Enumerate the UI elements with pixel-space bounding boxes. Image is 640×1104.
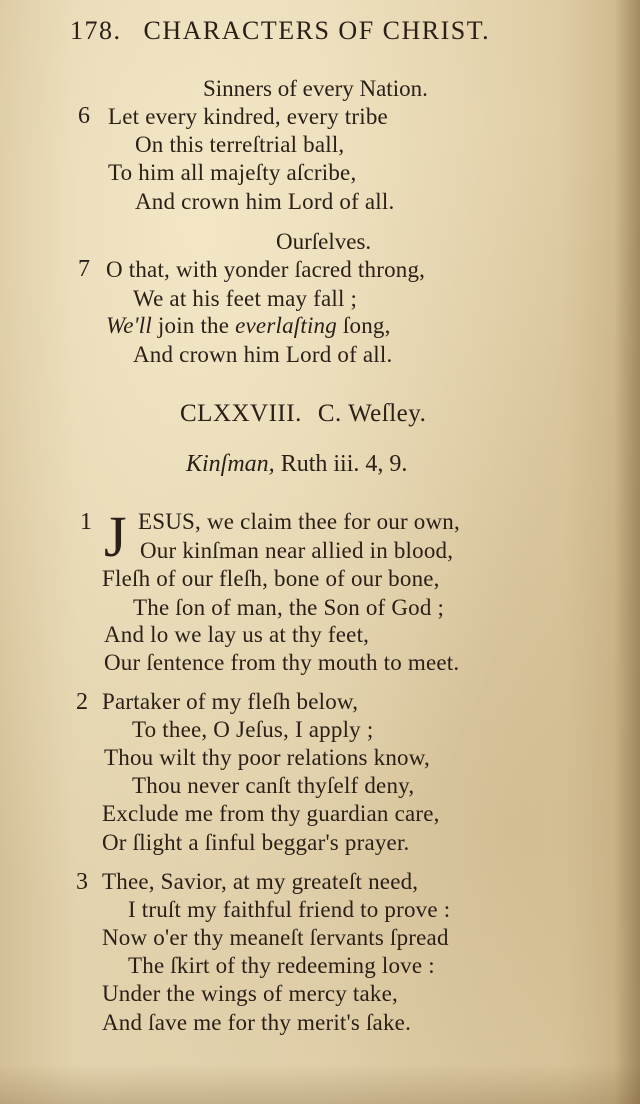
verse-line: I truſt my faithful friend to prove : bbox=[128, 897, 451, 922]
verse-line: On this terreſtrial ball, bbox=[135, 132, 345, 157]
verse-line: Thou never canſt thyſelf deny, bbox=[132, 773, 415, 798]
verse-line: Our kinſman near allied in blood, bbox=[140, 538, 454, 563]
page-edge-shadow bbox=[614, 0, 640, 1104]
page-number: 178. bbox=[70, 16, 122, 45]
verse-line: Exclude me from thy guardian care, bbox=[102, 801, 440, 826]
verse-line: Now o'er thy meaneſt ſervants ſpread bbox=[102, 925, 449, 950]
verse-line bbox=[106, 313, 391, 339]
hymn-number: CLXXVIII. bbox=[180, 400, 302, 427]
verse-line: To thee, O Jeſus, I apply ; bbox=[132, 717, 374, 742]
verse-line: The ſon of man, the Son of God ; bbox=[133, 595, 445, 620]
italic-word: We'll bbox=[106, 313, 152, 338]
verse-line: Thee, Savior, at my greateſt need, bbox=[102, 869, 419, 894]
stanza-number: 6 bbox=[78, 103, 90, 129]
scripture-reference: Ruth iii. 4, 9. bbox=[280, 451, 408, 477]
verse-line: Thou wilt thy poor relations know, bbox=[104, 745, 430, 770]
verse-line: And ſave me for thy merit's ſake. bbox=[102, 1010, 412, 1035]
verse-text: ſong, bbox=[336, 313, 391, 338]
stanza-number: 3 bbox=[76, 869, 88, 895]
verse-line: O that, with yonder ſacred throng, bbox=[106, 257, 426, 282]
verse-line: The ſkirt of thy redeeming love : bbox=[128, 953, 435, 978]
section-heading-sinners: Sinners of every Nation. bbox=[203, 76, 428, 101]
verse-line: We at his feet may fall ; bbox=[133, 286, 358, 311]
stanza-number: 1 bbox=[80, 509, 92, 535]
section-heading-ourselves: Ourſelves. bbox=[276, 229, 372, 254]
running-header bbox=[70, 16, 490, 46]
verse-text: join the bbox=[151, 313, 236, 338]
page-bottom-shadow bbox=[0, 1064, 640, 1104]
verse-line: Partaker of my fleſh below, bbox=[102, 689, 359, 714]
verse-line: Let every kindred, every tribe bbox=[108, 104, 388, 129]
verse-line: Fleſh of our fleſh, bone of our bone, bbox=[102, 566, 440, 591]
stanza-number: 2 bbox=[76, 689, 88, 715]
running-title: CHARACTERS OF CHRIST. bbox=[143, 16, 491, 45]
italic-word: everlaſting bbox=[235, 313, 337, 338]
hymn-subject bbox=[186, 451, 407, 478]
verse-line: Our ſentence from thy mouth to meet. bbox=[104, 650, 460, 675]
verse-line: And crown him Lord of all. bbox=[133, 342, 393, 367]
verse-line: And crown him Lord of all. bbox=[135, 189, 395, 214]
stanza-number: 7 bbox=[78, 256, 90, 282]
drop-cap: J bbox=[104, 504, 127, 569]
verse-line: Under the wings of mercy take, bbox=[102, 981, 398, 1006]
verse-line: To him all majeſty aſcribe, bbox=[108, 160, 357, 185]
subject-word: Kinſman, bbox=[186, 451, 275, 477]
hymn-heading bbox=[180, 400, 426, 428]
verse-line: And lo we lay us at thy feet, bbox=[104, 622, 370, 647]
hymn-author: C. Weſley. bbox=[317, 400, 427, 427]
verse-line: ESUS, we claim thee for our own, bbox=[138, 509, 460, 534]
verse-line: Or ſlight a ſinful beggar's prayer. bbox=[102, 830, 410, 855]
